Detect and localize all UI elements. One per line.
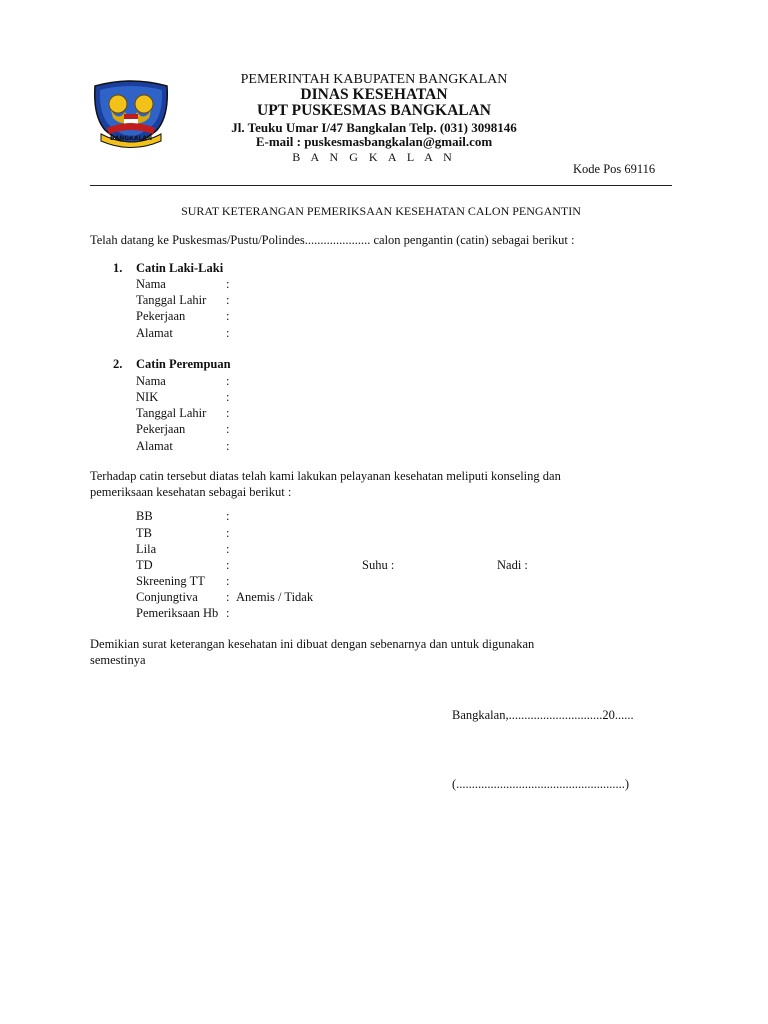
colon: : [226, 509, 230, 523]
colon: : [226, 606, 230, 620]
header-address: Jl. Teuku Umar I/47 Bangkalan Telp. (031) 3098146 [231, 120, 517, 135]
intro-text: Telah datang ke Puskesmas/Pustu/Polindes..................... calon pengantin (catin) sebagai berikut : [90, 233, 575, 247]
colon: : [226, 293, 230, 307]
paragraph-line-1: Terhadap catin tersebut diatas telah kami lakukan pelayanan kesehatan meliputi konseling dan [90, 469, 561, 483]
section1-heading: Catin Laki-Laki [136, 261, 224, 275]
exam-field-tb: TB [136, 526, 152, 540]
postal-code: Kode Pos 69116 [573, 162, 656, 176]
exam-field-lila: Lila [136, 542, 157, 556]
exam-field-td: TD [136, 558, 153, 572]
header-puskesmas: UPT PUSKESMAS BANGKALAN [257, 102, 491, 119]
colon: : [226, 439, 230, 453]
colon: : [226, 574, 230, 588]
document-title: SURAT KETERANGAN PEMERIKSAAN KESEHATAN CALON PENGANTIN [181, 204, 581, 218]
colon: : [226, 406, 230, 420]
colon: : [226, 390, 230, 404]
section2-field-tanggal-lahir: Tanggal Lahir [136, 406, 207, 420]
exam-field-bb: BB [136, 509, 153, 523]
section2-field-alamat: Alamat [136, 439, 173, 453]
header-email: E-mail : puskesmasbangkalan@gmail.com [255, 134, 493, 149]
header-dinas: DINAS KESEHATAN [300, 86, 448, 103]
paragraph-line-2: pemeriksaan kesehatan sebagai berikut : [90, 485, 292, 499]
conjungtiva-value: Anemis / Tidak [236, 590, 314, 604]
section2-field-nik: NIK [136, 390, 159, 404]
exam-field-skreening-tt: Skreening TT [136, 574, 205, 588]
colon: : [226, 542, 230, 556]
section1-field-nama: Nama [136, 277, 166, 291]
section1-number: 1. [113, 261, 123, 275]
section2-field-nama: Nama [136, 374, 166, 388]
exam-field-pemeriksaan-hb: Pemeriksaan Hb [136, 606, 219, 620]
header-city: B A N G K A L A N [292, 150, 456, 164]
header-divider [90, 185, 672, 186]
colon: : [226, 309, 230, 323]
colon: : [226, 590, 230, 604]
closing-line-1: Demikian surat keterangan kesehatan ini dibuat dengan sebenarnya dan untuk digunakan [90, 637, 535, 651]
colon: : [226, 558, 230, 572]
colon: : [226, 326, 230, 340]
logo-label: BANGKALAN [110, 135, 152, 142]
exam-field-suhu: Suhu : [362, 558, 395, 572]
section2-field-pekerjaan: Pekerjaan [136, 422, 186, 436]
section1-field-tanggal-lahir: Tanggal Lahir [136, 293, 207, 307]
section1-field-alamat: Alamat [136, 326, 173, 340]
section2-heading: Catin Perempuan [136, 357, 231, 371]
section1-field-pekerjaan: Pekerjaan [136, 309, 186, 323]
header-government: PEMERINTAH KABUPATEN BANGKALAN [240, 72, 508, 87]
section2-number: 2. [113, 357, 123, 371]
colon: : [226, 277, 230, 291]
place-date: Bangkalan,..............................20...... [452, 708, 634, 722]
exam-field-nadi: Nadi : [497, 558, 528, 572]
colon: : [226, 422, 230, 436]
signature-line: (......................................................) [452, 777, 630, 791]
colon: : [226, 374, 230, 388]
colon: : [226, 526, 230, 540]
exam-field-conjungtiva: Conjungtiva [136, 590, 198, 604]
closing-line-2: semestinya [90, 653, 146, 667]
